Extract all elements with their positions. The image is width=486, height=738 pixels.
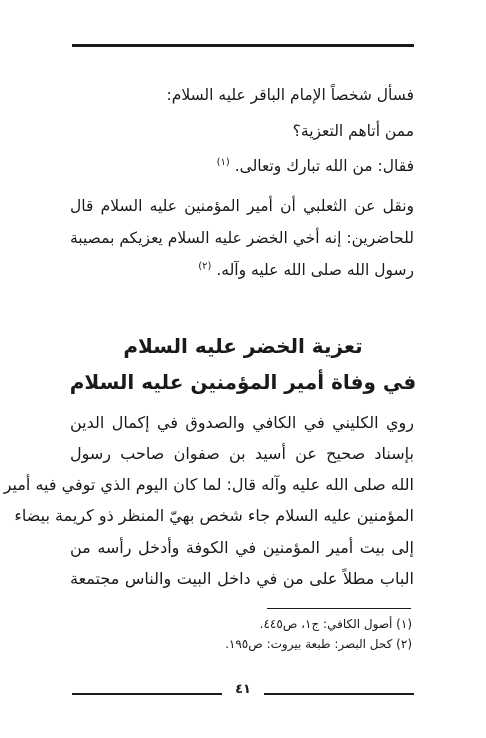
text-span: رسول الله صلى الله عليه وآله.: [216, 261, 414, 280]
text-line: الباب مطلاً على من في داخل البيت والناس مجتمعة: [70, 569, 414, 588]
footnote: (٢) كحل البصر: طبعة بيروت: ص١٩٥.: [225, 637, 412, 651]
section-heading: تعزية الخضر عليه السلام: [123, 334, 363, 358]
text-line: الله صلى الله عليه وآله قال: لما كان اليوم الذي توفي فيه أمير: [3, 475, 414, 494]
text-line: بإسناد صحيح عن أسيد بن صفوان صاحب رسول: [70, 444, 414, 463]
bottom-rule-right: [264, 693, 414, 695]
text-line: ممن أتاهم التعزية؟: [292, 122, 414, 140]
text-line: إلى بيت أمير المؤمنين في الكوفة وأدخل رأسه من: [70, 538, 414, 557]
text-line: [70, 157, 414, 175]
text-line: ونقل عن الثعلبي أن أمير المؤمنين عليه السلام قال: [70, 197, 414, 215]
bottom-rule-left: [72, 693, 222, 695]
text-line: المؤمنين عليه السلام جاء شخص بهيّ المنظر ذو كريمة بيضاء: [14, 506, 414, 525]
page-number: ٤١: [235, 682, 251, 697]
text-span: فقال: من الله تبارك وتعالى.: [234, 157, 414, 176]
section-subheading: في وفاة أمير المؤمنين عليه السلام: [69, 370, 417, 394]
top-rule: [72, 44, 414, 47]
footnote-marker: (٢): [198, 261, 212, 272]
footnote: (١) أصول الكافي: ج١، ص٤٤٥.: [259, 617, 412, 631]
text-line: روي الكليني في الكافي والصدوق في إكمال الدين: [70, 413, 414, 432]
footnote-marker: (١): [216, 157, 230, 168]
footnote-rule: [267, 608, 411, 609]
text-line: فسأل شخصاً الإمام الباقر عليه السلام:: [166, 86, 414, 104]
text-line: [70, 261, 414, 279]
text-line: للحاضرين: إنه أخي الخضر عليه السلام يعزيكم بمصيبة: [70, 229, 414, 247]
